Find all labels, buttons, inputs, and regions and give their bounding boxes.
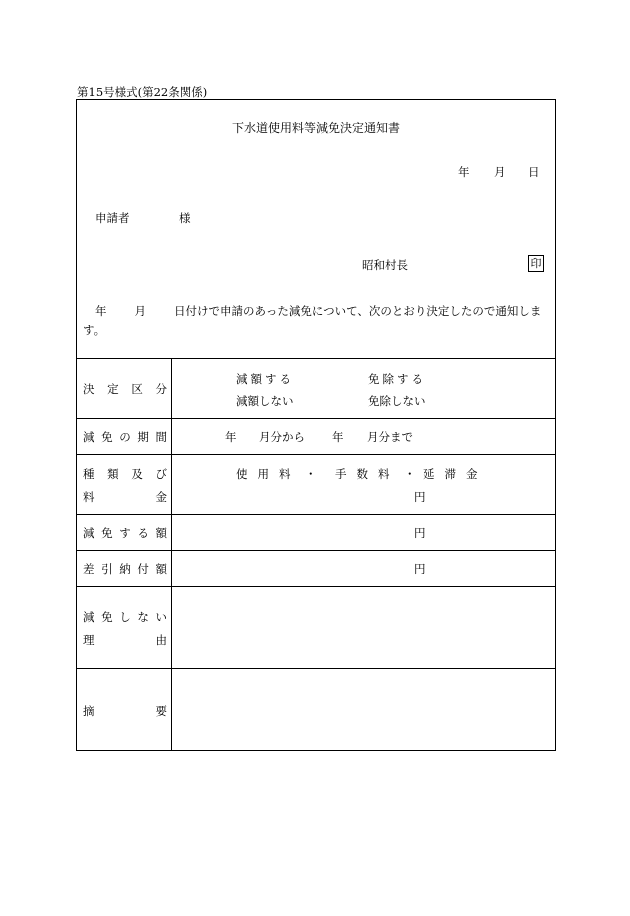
row-label-reason-line2: 理 由 bbox=[83, 633, 167, 647]
issuer-name: 昭和村長 bbox=[362, 258, 408, 272]
row-divider bbox=[77, 418, 555, 419]
notice-year: 年 bbox=[95, 304, 107, 318]
row-label-decision: 決 定 区 分 bbox=[83, 382, 167, 396]
notice-month: 月 bbox=[134, 304, 146, 318]
notice-text bbox=[83, 302, 553, 340]
row-divider bbox=[77, 514, 555, 515]
notice-form bbox=[76, 99, 556, 751]
row-label-remarks: 摘 要 bbox=[83, 704, 167, 718]
notice-body: 日付けで申請のあった減免について、次のとおり決定したので通知します。 bbox=[83, 304, 542, 337]
date-day: 日 bbox=[528, 165, 540, 179]
fee-type-usage: 使用料 bbox=[236, 467, 301, 481]
option-no-exempt: 免除しない bbox=[368, 394, 426, 408]
row-divider bbox=[77, 668, 555, 669]
option-reduce: 減額する bbox=[236, 372, 294, 386]
row-divider bbox=[77, 586, 555, 587]
form-number: 第15号様式(第22条関係) bbox=[77, 85, 208, 99]
fee-type-late: 延滞金 bbox=[423, 467, 488, 481]
applicant-label: 申請者 bbox=[95, 211, 130, 225]
period-year-from: 年 bbox=[225, 430, 237, 444]
yen-unit: 円 bbox=[414, 490, 426, 504]
yen-unit: 円 bbox=[414, 562, 426, 576]
period-from: 月分から bbox=[259, 430, 305, 444]
row-divider bbox=[77, 454, 555, 455]
row-label-reduction-amount: 減 免 す る 額 bbox=[83, 526, 167, 540]
fee-type-handling: 手数料 bbox=[335, 467, 400, 481]
applicant-honorific: 様 bbox=[179, 211, 191, 225]
column-divider bbox=[171, 358, 172, 750]
period-to: 月分まで bbox=[367, 430, 413, 444]
yen-unit: 円 bbox=[414, 526, 426, 540]
row-label-period: 減 免 の 期 間 bbox=[83, 430, 167, 444]
period-year-to: 年 bbox=[332, 430, 344, 444]
row-label-reason-line1: 減 免 し な い bbox=[83, 610, 167, 624]
fee-type-separator: ・ bbox=[305, 467, 317, 481]
form-title: 下水道使用料等減免決定通知書 bbox=[231, 121, 400, 135]
row-label-type-line1: 種 類 及 び bbox=[83, 467, 167, 481]
seal-mark: 印 bbox=[528, 255, 544, 272]
option-no-reduce: 減額しない bbox=[236, 394, 294, 408]
date-year: 年 bbox=[458, 165, 470, 179]
fee-type-separator: ・ bbox=[404, 467, 416, 481]
option-exempt: 免除する bbox=[368, 372, 426, 386]
row-label-payment-amount: 差 引 納 付 額 bbox=[83, 562, 167, 576]
table-top-border bbox=[77, 358, 555, 359]
row-divider bbox=[77, 550, 555, 551]
date-month: 月 bbox=[494, 165, 506, 179]
applicant-line bbox=[95, 210, 191, 226]
row-label-type-line2: 料 金 bbox=[83, 490, 167, 504]
